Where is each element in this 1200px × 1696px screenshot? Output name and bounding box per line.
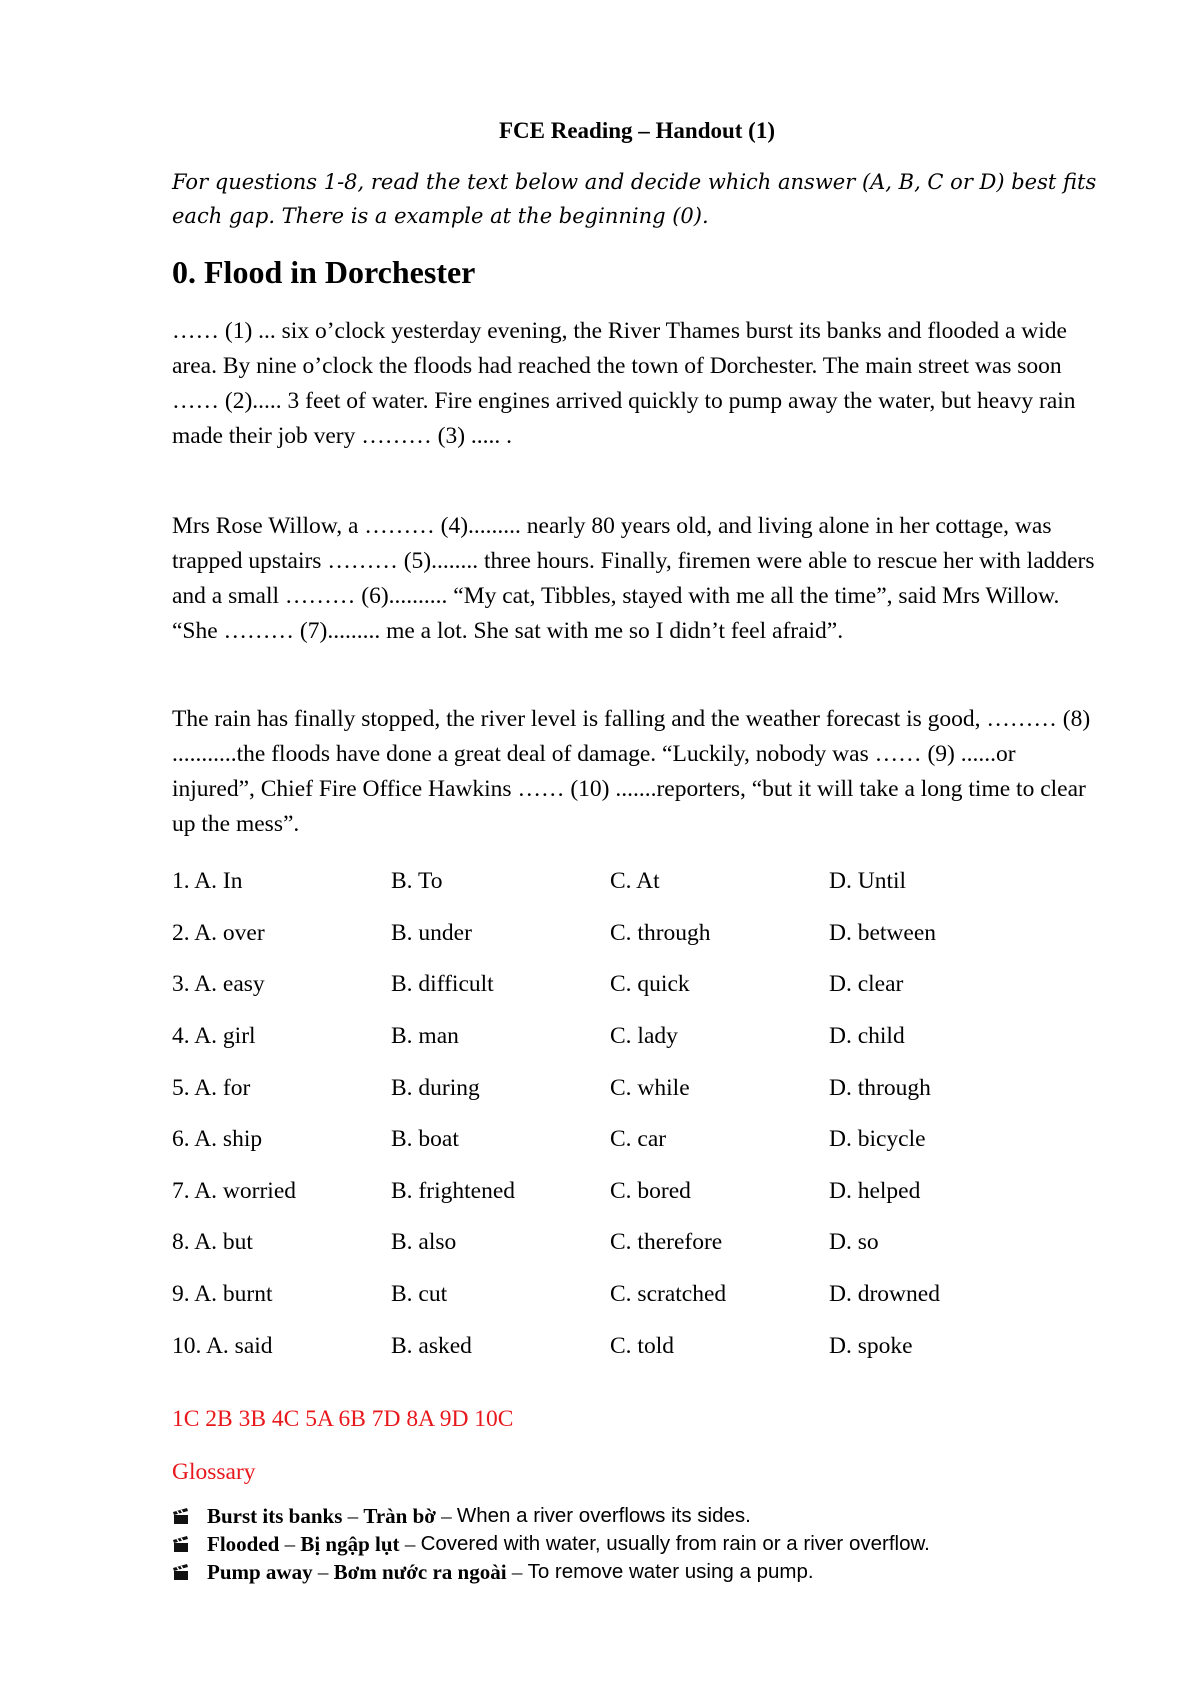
option-b: B. To xyxy=(391,868,443,895)
article-paragraph-1: …… (1) ... six o’clock yesterday evening, the River Thames burst its banks and flooded a wide area. By nine o’clock the floods had reached the town of Dorchester. The main street was soon …… (2)..... 3 feet of water. Fire engines arrived quickly to pump away the water, but heavy rain made their job very ……… (3) ..... . xyxy=(172,318,1076,449)
option-a: 10. A. said xyxy=(172,1332,273,1359)
option-c: C. through xyxy=(610,919,711,946)
question-row xyxy=(172,1320,1102,1372)
option-c: C. while xyxy=(610,1074,690,1101)
option-d: D. clear xyxy=(829,971,904,998)
option-d: D. so xyxy=(829,1229,879,1256)
question-row xyxy=(172,1062,1102,1114)
option-b: B. asked xyxy=(391,1332,472,1359)
option-d: D. bicycle xyxy=(829,1126,926,1153)
handout-title: FCE Reading – Handout (1) xyxy=(498,118,776,143)
question-row xyxy=(172,1217,1102,1269)
instructions: For questions 1-8, read the text below and decide which answer (A, B, C or D) best fits each gap. There is a example at the beginning (0). xyxy=(172,170,1097,228)
option-a: 4. A. girl xyxy=(172,1023,256,1050)
option-b: B. during xyxy=(391,1074,480,1101)
option-a: 7. A. worried xyxy=(172,1177,297,1204)
glossary-list xyxy=(172,1502,1102,1586)
glossary-heading: Glossary xyxy=(172,1459,256,1485)
question-row xyxy=(172,908,1102,960)
option-b: B. difficult xyxy=(391,971,494,998)
option-a: 3. A. easy xyxy=(172,971,265,998)
glossary-item: Pump away – Bơm nước ra ngoài – To remove water using a pump. xyxy=(172,1558,1102,1586)
answer-key: 1C 2B 3B 4C 5A 6B 7D 8A 9D 10C xyxy=(172,1406,514,1432)
question-row xyxy=(172,1114,1102,1166)
clapperboard-icon xyxy=(172,1535,190,1553)
option-c: C. car xyxy=(610,1126,667,1153)
option-c: C. lady xyxy=(610,1023,678,1050)
answer-options xyxy=(172,856,1102,1372)
option-b: B. frightened xyxy=(391,1177,515,1204)
option-a: 6. A. ship xyxy=(172,1126,263,1153)
option-d: D. Until xyxy=(829,868,907,895)
glossary-term: Pump away xyxy=(207,1560,313,1584)
glossary-translation: Tràn bờ xyxy=(363,1504,436,1528)
glossary-term: Flooded xyxy=(207,1532,280,1556)
clapperboard-icon xyxy=(172,1507,190,1525)
option-b: B. also xyxy=(391,1229,457,1256)
option-a: 8. A. but xyxy=(172,1229,253,1256)
option-b: B. cut xyxy=(391,1281,448,1308)
option-d: D. child xyxy=(829,1023,905,1050)
glossary-translation: Bơm nước ra ngoài xyxy=(333,1560,507,1584)
article-paragraph-3: The rain has finally stopped, the river level is falling and the weather forecast is good, ……… (8) ...........the floods have done a great deal of damage. “Luckily, nobody was …… (9) ......or injured”, Chief Fire Office Hawkins …… (10) .......reporters, “but it will take a long time to clear up the mess”. xyxy=(172,706,1091,837)
question-row xyxy=(172,1166,1102,1218)
option-c: C. quick xyxy=(610,971,690,998)
option-d: D. helped xyxy=(829,1177,921,1204)
question-row xyxy=(172,959,1102,1011)
option-d: D. spoke xyxy=(829,1332,913,1359)
option-d: D. through xyxy=(829,1074,931,1101)
glossary-term: Burst its banks xyxy=(207,1504,343,1528)
glossary-item: Burst its banks – Tràn bờ – When a river overflows its sides. xyxy=(172,1502,1102,1530)
glossary-definition: When a river overflows its sides. xyxy=(456,1504,751,1527)
glossary-definition: Covered with water, usually from rain or a river overflow. xyxy=(420,1532,930,1555)
question-row xyxy=(172,1269,1102,1321)
option-a: 1. A. In xyxy=(172,868,243,895)
option-c: C. scratched xyxy=(610,1281,727,1308)
question-row xyxy=(172,856,1102,908)
article-paragraph-2: Mrs Rose Willow, a ……… (4)......... nearly 80 years old, and living alone in her cottage, was trapped upstairs ……… (5)........ three hours. Finally, firemen were able to rescue her with ladders and a small ……… (6).......... “My cat, Tibbles, stayed with me all the time”, said Mrs Willow. “She ……… (7)......... me a lot. She sat with me so I didn’t feel afraid”. xyxy=(172,513,1095,644)
glossary-definition: To remove water using a pump. xyxy=(527,1560,814,1583)
option-b: B. man xyxy=(391,1023,459,1050)
option-d: D. drowned xyxy=(829,1281,940,1308)
option-b: B. under xyxy=(391,919,472,946)
option-a: 9. A. burnt xyxy=(172,1281,273,1308)
option-a: 2. A. over xyxy=(172,919,265,946)
clapperboard-icon xyxy=(172,1563,190,1581)
option-d: D. between xyxy=(829,919,937,946)
option-c: C. bored xyxy=(610,1177,691,1204)
question-row xyxy=(172,1011,1102,1063)
option-a: 5. A. for xyxy=(172,1074,251,1101)
option-c: C. therefore xyxy=(610,1229,723,1256)
glossary-item: Flooded – Bị ngập lụt – Covered with water, usually from rain or a river overflow. xyxy=(172,1530,1102,1558)
option-b: B. boat xyxy=(391,1126,459,1153)
option-c: C. told xyxy=(610,1332,674,1359)
article-title: 0. Flood in Dorchester xyxy=(172,254,476,290)
option-c: C. At xyxy=(610,868,660,895)
glossary-translation: Bị ngập lụt xyxy=(300,1532,400,1556)
